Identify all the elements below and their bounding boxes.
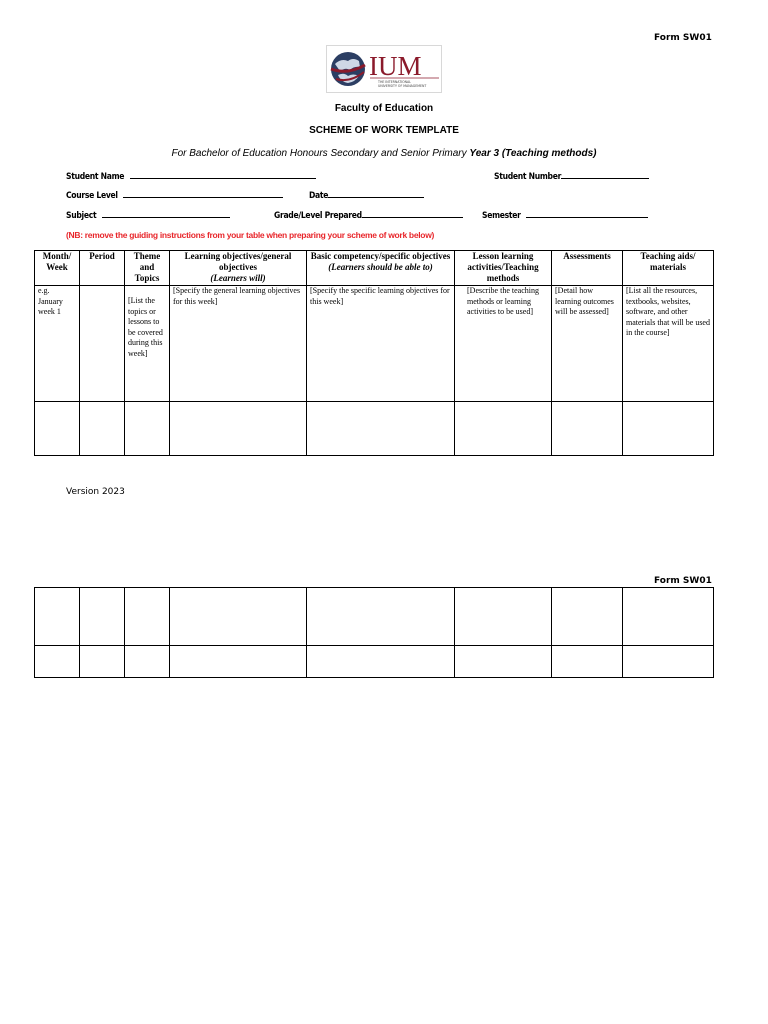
subject-line[interactable] — [102, 210, 230, 218]
table-cell[interactable] — [35, 646, 80, 678]
svg-text:UNIVERSITY OF MANAGEMENT: UNIVERSITY OF MANAGEMENT — [378, 84, 427, 88]
svg-text:THE INTERNATIONAL: THE INTERNATIONAL — [378, 80, 411, 84]
table-cell[interactable] — [455, 588, 552, 646]
document-title: SCHEME OF WORK TEMPLATE — [309, 125, 459, 136]
table-cell[interactable] — [307, 646, 455, 678]
scheme-of-work-table — [34, 250, 714, 456]
cell-month-guide[interactable]: e.g. January week 1 — [35, 286, 80, 402]
table-header-row — [35, 251, 714, 286]
date-line[interactable] — [328, 190, 424, 198]
table-cell[interactable] — [623, 646, 714, 678]
table-cell[interactable] — [35, 588, 80, 646]
student-number-line[interactable] — [561, 171, 649, 179]
table-cell[interactable] — [35, 402, 80, 456]
table-cell[interactable] — [552, 646, 623, 678]
table-cell[interactable] — [623, 402, 714, 456]
header-period: Period — [80, 251, 125, 286]
table-cell[interactable] — [552, 402, 623, 456]
cell-period-guide[interactable] — [80, 286, 125, 402]
student-name-line[interactable] — [130, 171, 316, 179]
cell-assessments-guide[interactable]: [Detail how learning outcomes will be assessed] — [552, 286, 623, 402]
table-row — [35, 588, 714, 646]
table-row — [35, 286, 714, 402]
scheme-of-work-table-continued — [34, 587, 714, 678]
header-assessments: Assessments — [552, 251, 623, 286]
ium-logo — [326, 45, 442, 93]
guidance-note: (NB: remove the guiding instructions from your table when preparing your scheme of work below) — [66, 230, 435, 240]
table-cell[interactable] — [623, 588, 714, 646]
semester-field[interactable]: Semester — [482, 210, 648, 221]
header-month-week: Month/ Week — [35, 251, 80, 286]
table-row — [35, 402, 714, 456]
program-prefix: For Bachelor of Education Honours Secondary and Senior Primary — [171, 148, 467, 159]
cell-aids-guide[interactable]: [List all the resources, textbooks, websites, software, and other materials that will be used in the course] — [623, 286, 714, 402]
table-cell[interactable] — [170, 588, 307, 646]
cell-competency-guide[interactable]: [Specify the specific learning objectives for this week] — [307, 286, 455, 402]
cell-theme-guide[interactable]: [List the topics or lessons to be covered during this week] — [125, 286, 170, 402]
table-cell[interactable] — [125, 588, 170, 646]
faculty-name: Faculty of Education — [334, 103, 434, 114]
table-row — [35, 646, 714, 678]
student-number-field[interactable]: Student Number — [494, 171, 649, 182]
subject-field[interactable]: Subject — [66, 210, 230, 221]
table-cell[interactable] — [125, 402, 170, 456]
logo-text: IUM — [369, 51, 422, 81]
header-learning-objectives: Learning objectives/general objectives (Learners will) — [170, 251, 307, 286]
table-cell[interactable] — [170, 646, 307, 678]
table-cell[interactable] — [552, 588, 623, 646]
table-cell[interactable] — [455, 402, 552, 456]
table-cell[interactable] — [455, 646, 552, 678]
table-cell[interactable] — [307, 402, 455, 456]
grade-level-field[interactable]: Grade/Level Prepared — [274, 210, 463, 221]
course-level-line[interactable] — [123, 190, 283, 198]
header-basic-competency: Basic competency/specific objectives (Learners should be able to) — [307, 251, 455, 286]
program-year: Year 3 (Teaching methods) — [469, 148, 597, 159]
header-teaching-aids: Teaching aids/ materials — [623, 251, 714, 286]
table-cell[interactable] — [80, 588, 125, 646]
table-cell[interactable] — [80, 646, 125, 678]
semester-line[interactable] — [526, 210, 648, 218]
grade-level-line[interactable] — [362, 210, 463, 218]
table-cell[interactable] — [125, 646, 170, 678]
version-label: Version 2023 — [66, 487, 125, 497]
header-theme-topics: Theme and Topics — [125, 251, 170, 286]
table-cell[interactable] — [170, 402, 307, 456]
course-level-field[interactable]: Course Level — [66, 190, 283, 201]
form-code: Form SW01 — [654, 33, 712, 43]
cell-learning-guide[interactable]: [Specify the general learning objectives for this week] — [170, 286, 307, 402]
table-cell[interactable] — [307, 588, 455, 646]
table-cell[interactable] — [80, 402, 125, 456]
student-name-field[interactable]: Student Name — [66, 171, 316, 182]
date-field[interactable]: Date — [309, 190, 424, 201]
header-activities: Lesson learning activities/Teaching methods — [455, 251, 552, 286]
form-code: Form SW01 — [654, 576, 712, 586]
cell-activities-guide[interactable]: [Describe the teaching methods or learning activities to be used] — [455, 286, 552, 402]
program-line — [0, 148, 768, 159]
